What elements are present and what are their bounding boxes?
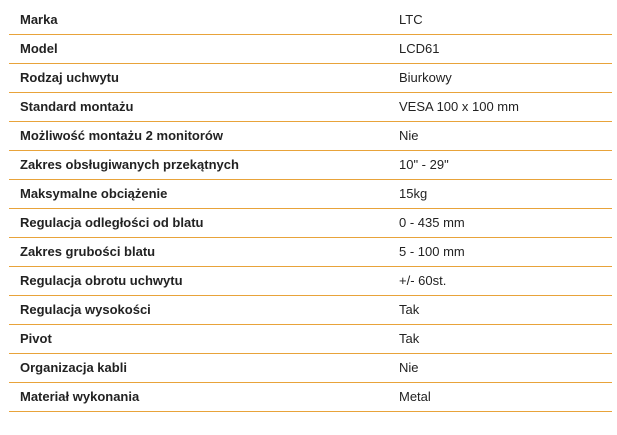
- spec-value: 15kg: [388, 179, 612, 208]
- spec-value: +/- 60st.: [388, 266, 612, 295]
- spec-value: Metal: [388, 382, 612, 411]
- table-row: [9, 237, 612, 266]
- table-row: [9, 5, 612, 34]
- table-row: [9, 63, 612, 92]
- table-row: [9, 382, 612, 411]
- spec-label: Zakres obsługiwanych przekątnych: [9, 150, 388, 179]
- spec-value: 5 - 100 mm: [388, 237, 612, 266]
- spec-value: 0 - 435 mm: [388, 208, 612, 237]
- spec-label: Maksymalne obciążenie: [9, 179, 388, 208]
- spec-label: Rodzaj uchwytu: [9, 63, 388, 92]
- spec-label: Standard montażu: [9, 92, 388, 121]
- table-row: [9, 324, 612, 353]
- spec-label: Model: [9, 34, 388, 63]
- table-row: [9, 92, 612, 121]
- spec-value: Biurkowy: [388, 63, 612, 92]
- table-row: [9, 266, 612, 295]
- spec-label: Zakres grubości blatu: [9, 237, 388, 266]
- specification-rows: [9, 5, 612, 411]
- spec-label: Możliwość montażu 2 monitorów: [9, 121, 388, 150]
- table-row: [9, 121, 612, 150]
- spec-value: 10" - 29": [388, 150, 612, 179]
- spec-label: Regulacja wysokości: [9, 295, 388, 324]
- spec-value: LTC: [388, 5, 612, 34]
- table-row: [9, 34, 612, 63]
- spec-value: Tak: [388, 295, 612, 324]
- table-row: [9, 208, 612, 237]
- spec-value: LCD61: [388, 34, 612, 63]
- spec-value: Nie: [388, 353, 612, 382]
- spec-label: Materiał wykonania: [9, 382, 388, 411]
- spec-label: Regulacja odległości od blatu: [9, 208, 388, 237]
- table-row: [9, 150, 612, 179]
- spec-value: VESA 100 x 100 mm: [388, 92, 612, 121]
- spec-label: Organizacja kabli: [9, 353, 388, 382]
- spec-value: Nie: [388, 121, 612, 150]
- table-row: [9, 353, 612, 382]
- table-row: [9, 295, 612, 324]
- table-row: [9, 179, 612, 208]
- spec-label: Marka: [9, 5, 388, 34]
- spec-label: Pivot: [9, 324, 388, 353]
- specification-table: [9, 5, 612, 412]
- spec-value: Tak: [388, 324, 612, 353]
- spec-label: Regulacja obrotu uchwytu: [9, 266, 388, 295]
